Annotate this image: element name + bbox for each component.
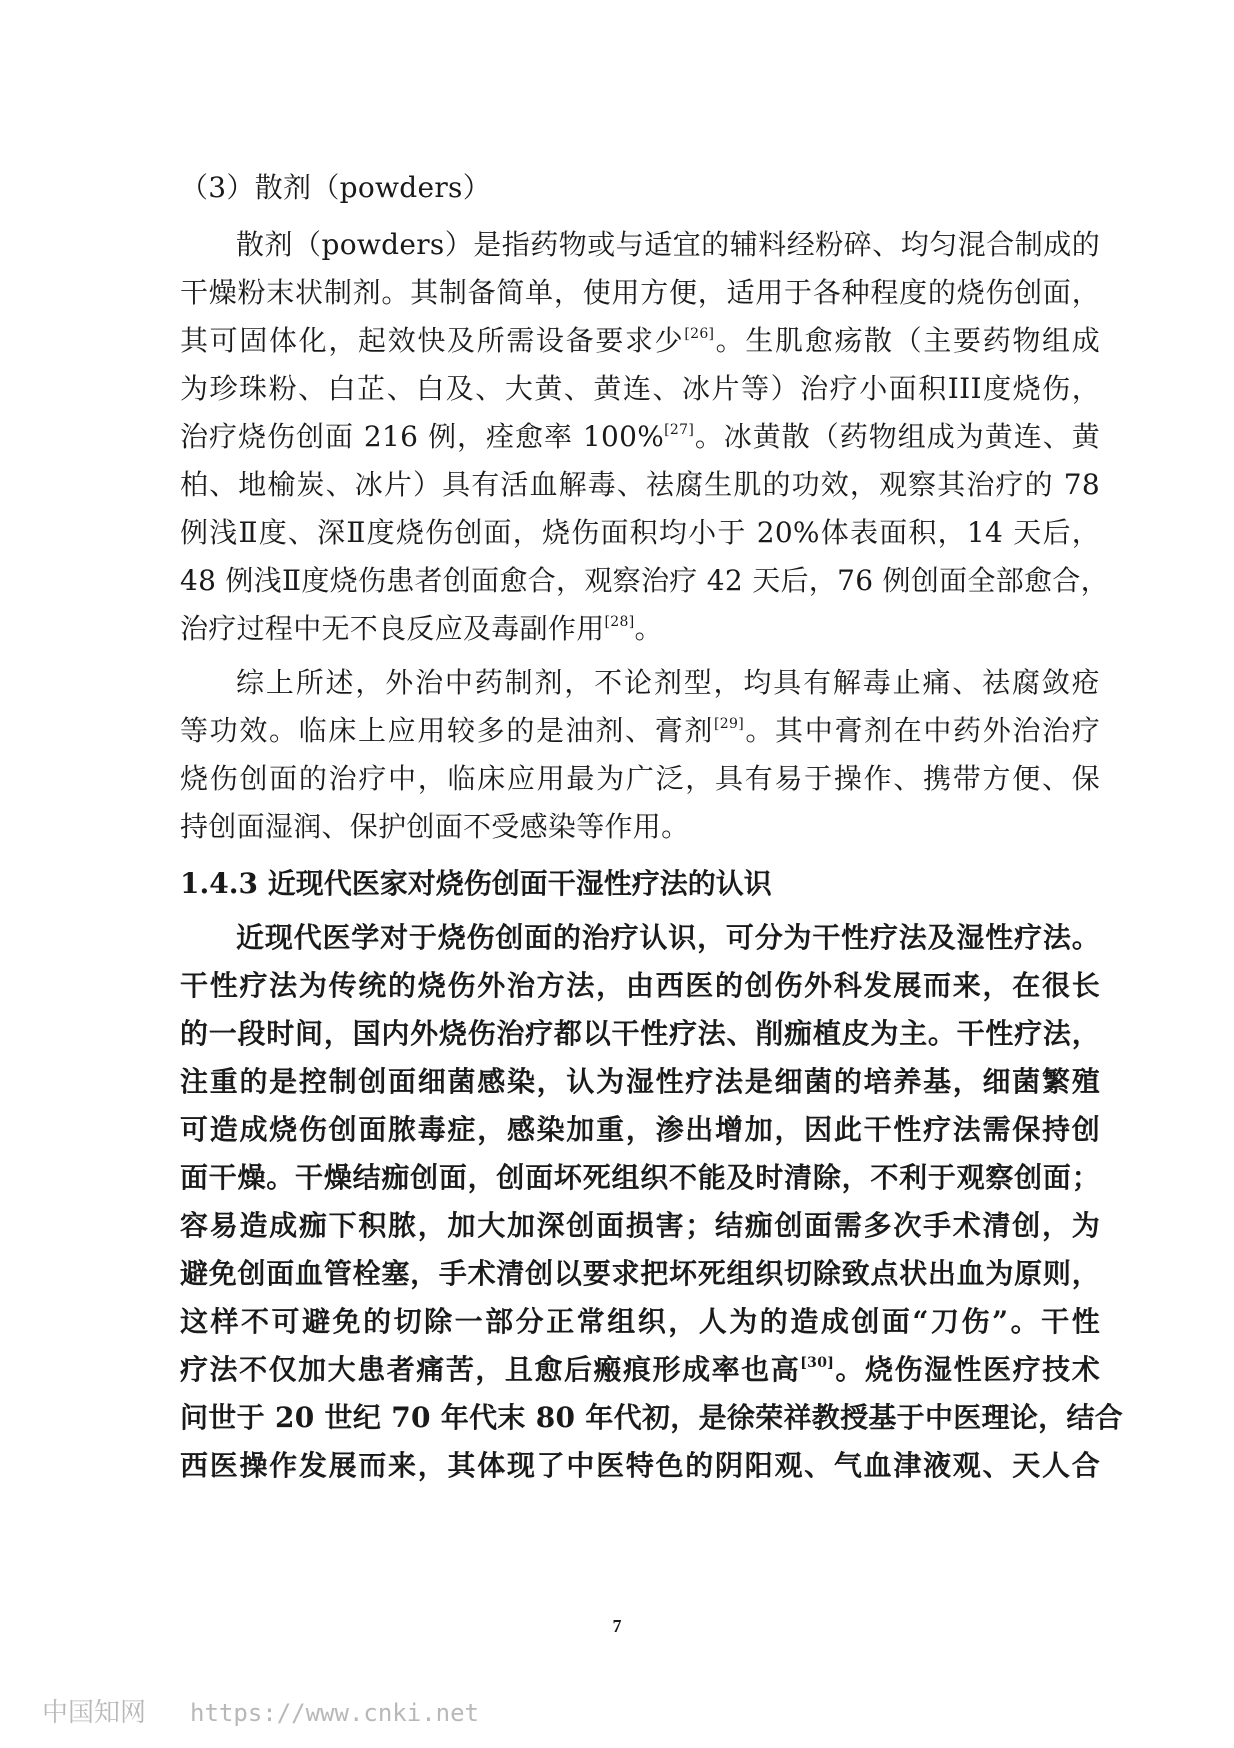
section-heading-1-4-3: 1.4.3 近现代医家对烧伤创面干湿性疗法的认识 — [180, 867, 772, 900]
paragraph-line: 问世于 20 世纪 70 年代末 80 年代初，是徐荣祥教授基于中医理论，结合 — [180, 1401, 1124, 1434]
paragraph-line — [180, 604, 1100, 654]
paragraph-line: 近现代医学对于烧伤创面的治疗认识，可分为干性疗法及湿性疗法。 — [236, 921, 1100, 954]
paragraph-line: 持创面湿润、保护创面不受感染等作用。 — [180, 810, 690, 843]
text-segment: 治疗烧伤创面 216 例，痊愈率 100% — [180, 420, 665, 453]
text-segment: 疗法不仅加大患者痛苦，且愈后瘢痕形成率也高 — [180, 1353, 801, 1386]
paragraph-line: 可造成烧伤创面脓毒症，感染加重，渗出增加，因此干性疗法需保持创 — [180, 1113, 1100, 1146]
page-number: 7 — [612, 1616, 622, 1636]
paragraph-line: 例浅Ⅱ度、深Ⅱ度烧伤创面，烧伤面积均小于 20%体表面积，14 天后， — [180, 516, 1100, 549]
text-segment: 等功效。临床上应用较多的是油剂、膏剂 — [180, 714, 715, 747]
paragraph-line: 面干燥。干燥结痂创面，创面坏死组织不能及时清除，不利于观察创面； — [180, 1161, 1100, 1194]
text-segment: 。其中膏剂在中药外治治疗 — [743, 714, 1100, 747]
paragraph-line: 西医操作发展而来，其体现了中医特色的阴阳观、气血津液观、天人合 — [180, 1449, 1100, 1482]
citation-ref: [29] — [714, 716, 744, 732]
text-segment: 。烧伤湿性医疗技术 — [834, 1353, 1101, 1386]
paragraph-line: 避免创面血管栓塞，手术清创以要求把坏死组织切除致点状出血为原则， — [180, 1257, 1100, 1290]
citation-ref: [26] — [684, 326, 715, 342]
paragraph-line — [180, 706, 1100, 756]
text-segment: 。 — [634, 612, 663, 645]
paragraph-line: 散剂（powders）是指药物或与适宜的辅料经粉碎、均匀混合制成的 — [236, 228, 1100, 261]
paragraph-line — [180, 316, 1100, 366]
watermark-name: 中国知网 — [42, 1698, 147, 1728]
paragraph-line: 干性疗法为传统的烧伤外治方法，由西医的创伤外科发展而来，在很长 — [180, 969, 1100, 1002]
text-segment: 其可固体化，起效快及所需设备要求少 — [180, 324, 685, 357]
text-segment: 治疗过程中无不良反应及毒副作用 — [180, 612, 605, 645]
paragraph-line: 的一段时间，国内外烧伤治疗都以干性疗法、削痂植皮为主。干性疗法， — [180, 1017, 1100, 1050]
paragraph-line — [180, 1345, 1100, 1395]
paragraph-line: 综上所述，外治中药制剂，不论剂型，均具有解毒止痛、祛腐敛疮 — [236, 666, 1100, 699]
paragraph-line: 48 例浅Ⅱ度烧伤患者创面愈合，观察治疗 42 天后，76 例创面全部愈合， — [180, 564, 1109, 597]
paragraph-line: 柏、地榆炭、冰片）具有活血解毒、祛腐生肌的功效，观察其治疗的 78 — [180, 468, 1100, 501]
section-heading-powders: （3）散剂（powders） — [180, 171, 492, 204]
paragraph-line: 容易造成痂下积脓，加大加深创面损害；结痂创面需多次手术清创，为 — [180, 1209, 1100, 1242]
watermark-url: https://www.cnki.net — [190, 1699, 479, 1727]
citation-ref: [27] — [664, 422, 695, 438]
paragraph-line: 烧伤创面的治疗中，临床应用最为广泛，具有易于操作、携带方便、保 — [180, 762, 1100, 795]
paragraph-line: 这样不可避免的切除一部分正常组织，人为的造成创面“刀伤”。干性 — [180, 1305, 1100, 1338]
cnki-watermark — [42, 1692, 479, 1729]
paragraph-line: 干燥粉末状制剂。其制备简单，使用方便，适用于各种程度的烧伤创面， — [180, 276, 1100, 309]
citation-ref: [28] — [604, 614, 635, 630]
text-segment: 。生肌愈疡散（主要药物组成 — [714, 324, 1100, 357]
text-segment: 。冰黄散（药物组成为黄连、黄 — [694, 420, 1100, 453]
paragraph-line — [180, 412, 1100, 462]
paragraph-line: 为珍珠粉、白芷、白及、大黄、黄连、冰片等）治疗小面积III度烧伤， — [180, 372, 1100, 405]
citation-ref: [30] — [800, 1355, 835, 1371]
paragraph-line: 注重的是控制创面细菌感染，认为湿性疗法是细菌的培养基，细菌繁殖 — [180, 1065, 1100, 1098]
